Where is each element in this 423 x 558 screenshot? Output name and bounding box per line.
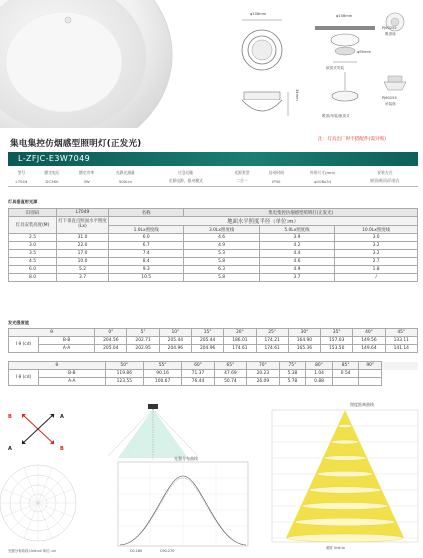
cell: 5.8: [184, 258, 259, 266]
label-b-bottom: B: [60, 446, 64, 452]
cell: 17.0: [57, 250, 109, 258]
table-row: [9, 258, 418, 266]
cell: 6.0: [9, 266, 57, 274]
cell: 119.86: [105, 370, 143, 378]
cell: 174.21: [256, 337, 288, 345]
table-row: [9, 337, 418, 345]
cell: 22.0: [57, 242, 109, 250]
caption-ceiling: 嵌顶式安装: [326, 66, 344, 70]
cell: 71.37: [182, 370, 214, 378]
row-label: A-A: [39, 378, 106, 386]
cell: 4.9: [259, 266, 334, 274]
intensity-table-2: [8, 361, 418, 386]
cell: 26.09: [247, 378, 279, 386]
spec-value-row: [8, 177, 418, 186]
accessory-1-code: PJ60252: [382, 26, 397, 30]
beam-diagram: [108, 404, 198, 460]
cell: 8.0: [9, 274, 57, 282]
spec-header: 外形尺寸(mm): [309, 169, 336, 175]
table-row: [9, 345, 418, 353]
radius-col: 3.0Lx照度线: [184, 226, 259, 234]
cell: 0.88: [306, 378, 333, 386]
cell: 164.90: [288, 337, 320, 345]
intensity-label: I θ (cd): [9, 370, 39, 386]
cell: 76.44: [182, 378, 214, 386]
radius-col: 5.0Lx照度线: [259, 226, 334, 234]
spec-header: 安装方式: [377, 169, 393, 175]
label-b-top: B: [8, 414, 12, 420]
angle-cell: 25°: [256, 329, 288, 337]
row-label: A-A: [39, 345, 95, 353]
cell: 5.3: [184, 250, 259, 258]
cell: 6.0: [109, 234, 184, 242]
cell: 205.44: [159, 337, 191, 345]
angle-cell: 60°: [182, 362, 214, 370]
cell: 153.50: [321, 345, 353, 353]
row-label: B-B: [39, 370, 106, 378]
photometric-diagrams: [0, 398, 423, 558]
intensity-label: I θ (cd): [9, 337, 39, 353]
cell: 3.5: [9, 250, 57, 258]
angle-cell: 85°: [332, 362, 359, 370]
cell: 1.04: [306, 370, 333, 378]
spec-header: 额定电压: [44, 169, 60, 175]
angle-cell: 90°: [359, 362, 382, 370]
angle-cell: 10°: [159, 329, 191, 337]
curve-legend-2: C90-270: [160, 549, 175, 553]
curve-legend-1: C0-180: [130, 549, 143, 553]
angle-cell: 40°: [353, 329, 385, 337]
cell: 123.55: [105, 378, 143, 386]
cell: 3.2: [335, 250, 418, 258]
spec-value: φ108x34: [294, 177, 352, 186]
cell: [359, 378, 382, 386]
spec-header: 额定功率: [78, 169, 95, 175]
cell: 3.7: [259, 274, 334, 282]
col-center: 灯下垂直点照面水平照度(Lx): [57, 217, 109, 234]
spec-header: 启动时间: [268, 169, 284, 175]
cell: 4.4: [259, 250, 334, 258]
cell: 9.3: [109, 266, 184, 274]
spec-header: 应急功能: [178, 169, 194, 175]
col-height: 灯具安装高度(M): [9, 217, 57, 234]
cell: 186.01: [224, 337, 256, 345]
angle-cell: 80°: [306, 362, 333, 370]
cell: 31.0: [57, 234, 109, 242]
cell: 100.67: [143, 378, 181, 386]
cell: 6.7: [109, 242, 184, 250]
spec-value: 二合一: [225, 177, 260, 186]
model-banner: L-ZFJC-E3W7049: [8, 152, 418, 166]
cell: 4.6: [259, 258, 334, 266]
cell: 174.61: [224, 345, 256, 353]
table-row: [9, 266, 418, 274]
cell: 0.54: [332, 370, 359, 378]
angle-cell: 30°: [288, 329, 320, 337]
angle-cell: 20°: [224, 329, 256, 337]
cell: 205.44: [192, 337, 224, 345]
angle-label: θ: [9, 362, 106, 370]
cell: [332, 378, 359, 386]
section-illuminance: 灯具垂直射光源: [8, 199, 38, 204]
cell: 174.61: [256, 345, 288, 353]
spec-header: 光源光通量: [115, 169, 135, 175]
cell: 5.38: [279, 370, 306, 378]
label-a-bottom: A: [8, 446, 12, 452]
cell: 20.23: [247, 370, 279, 378]
cell: 6.3: [184, 266, 259, 274]
name-label: 名称: [109, 209, 184, 217]
cell: /: [335, 274, 418, 282]
id-label: 识别码: [9, 209, 57, 217]
angle-cell: 35°: [321, 329, 353, 337]
table-row: [9, 378, 418, 386]
angle-cell: 65°: [214, 362, 246, 370]
cell: 4.2: [259, 242, 334, 250]
table-row: [9, 274, 418, 282]
cell: 10.5: [109, 274, 184, 282]
cell: 204.56: [95, 337, 127, 345]
angle-cell: 70°: [247, 362, 279, 370]
orientation-arrows-icon: [22, 414, 54, 444]
illuminance-table: [8, 208, 418, 282]
spec-header: 光源类型: [234, 169, 250, 175]
cell: 3.9: [259, 234, 334, 242]
curve-title: 光强分布曲线: [174, 456, 198, 461]
spec-value: 3W: [69, 177, 104, 186]
table-row: [9, 234, 418, 242]
angle-cell: 50°: [105, 362, 143, 370]
section-intensity: 发光强度值: [8, 320, 29, 325]
cell: [359, 370, 382, 378]
table-row: [9, 242, 418, 250]
cell: 3.0: [9, 242, 57, 250]
illuminance-cone-chart: [272, 410, 418, 542]
label-a-top: A: [60, 414, 64, 420]
spec-header: 型号: [17, 169, 26, 175]
radius-header: 地面水平照度半径（单位:m）: [109, 217, 418, 226]
cell: 3.2: [335, 242, 418, 250]
table-row: [9, 370, 418, 378]
cell: 202.71: [127, 337, 159, 345]
cell: 1.8: [335, 266, 418, 274]
dimension-drawing: [230, 10, 420, 150]
polar-caption: 光强分布曲线 Unit:cd 单位: cd: [8, 549, 56, 553]
cell: 47.69: [214, 370, 246, 378]
intensity-curve-chart: [118, 462, 248, 546]
angle-cell: 75°: [279, 362, 306, 370]
cell: 90.16: [143, 370, 181, 378]
product-title: 集电集控仿烟感型照明灯(正发光): [10, 139, 142, 149]
cell: 202.95: [127, 345, 159, 353]
accessory-1-label: 吸顶座: [385, 32, 396, 36]
cell: 3.7: [57, 274, 109, 282]
cell: 165.36: [288, 345, 320, 353]
angle-cell: 5°: [127, 329, 159, 337]
spec-value: DC36V: [35, 177, 70, 186]
cell: 7.4: [109, 250, 184, 258]
id-value: L7049: [57, 209, 109, 217]
angle-label: θ: [9, 329, 95, 337]
notice-text: 注：灯具出厂时不搭配件(需另购): [318, 137, 386, 142]
cell: 204.96: [192, 345, 224, 353]
cell: 149.56: [353, 337, 385, 345]
radius-col: 1.0Lx照度线: [109, 226, 184, 234]
intensity-table-1: [8, 328, 418, 353]
spec-value: 嵌顶/吸顶/吊装式: [352, 177, 418, 186]
name-value: 集电集控仿烟感型照明灯(正发光): [184, 209, 418, 217]
spec-value: IP30: [259, 177, 294, 186]
spec-header-row: [8, 168, 418, 177]
cell: 133.11: [385, 337, 417, 345]
cell: 141.14: [385, 345, 417, 353]
cell: 149.64: [353, 345, 385, 353]
cell: 205.04: [95, 345, 127, 353]
row-label: B-B: [39, 337, 95, 345]
dim-top: φ108mm: [336, 14, 353, 18]
table-row: [9, 250, 418, 258]
dim-hole: φ95mm: [357, 50, 371, 54]
spec-value: 光源电源，驱动模式: [147, 177, 225, 186]
cell: 5.8: [184, 274, 259, 282]
polar-grid: [0, 465, 76, 541]
lamp-photo: [0, 0, 220, 128]
cell: 5.78: [279, 378, 306, 386]
cell: 4.9: [184, 242, 259, 250]
dim-height: 34mm: [295, 89, 299, 101]
cell: 3.0: [335, 234, 418, 242]
cell: 10.0: [57, 258, 109, 266]
accessory-2-code: PJ60253: [382, 96, 397, 100]
cell: 4.6: [184, 234, 259, 242]
cell: 204.96: [159, 345, 191, 353]
radius-col: 10.0Lx照度线: [335, 226, 418, 234]
dim-diameter: φ108mm: [250, 12, 267, 16]
angle-cell: 15°: [192, 329, 224, 337]
cone-title: 照度距离曲线: [350, 402, 374, 407]
spec-value: L7049: [8, 177, 35, 186]
spec-table: [8, 168, 418, 187]
caption-ceiling-sub: 吸顶/吊装/嵌顶式: [322, 114, 350, 118]
cell: 4.5: [9, 258, 57, 266]
cell: 50.74: [214, 378, 246, 386]
cell: 8.4: [109, 258, 184, 266]
accessory-2-label: 吊装座: [385, 102, 396, 106]
cell: 5.2: [57, 266, 109, 274]
angle-cell: 0°: [95, 329, 127, 337]
cell: 2.7: [335, 258, 418, 266]
angle-cell: 45°: [385, 329, 417, 337]
angle-cell: 55°: [143, 362, 181, 370]
cone-footer: 照度 Unit:lx: [326, 546, 345, 550]
cell: 2.5: [9, 234, 57, 242]
spec-value: 500Lm: [104, 177, 147, 186]
cell: 157.03: [321, 337, 353, 345]
